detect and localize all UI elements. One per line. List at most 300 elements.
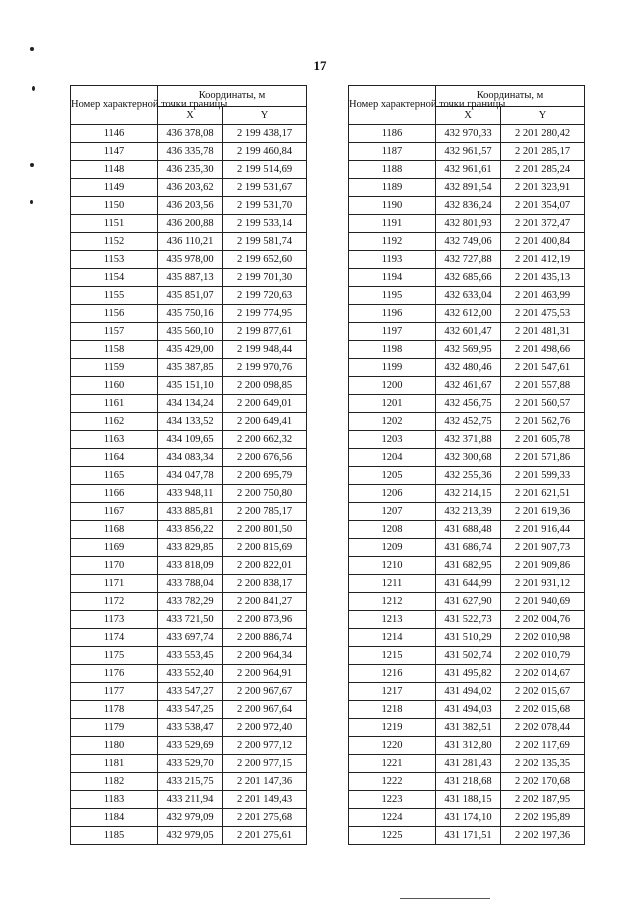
cell-x: 432 255,36 xyxy=(436,467,501,485)
cell-point-number: 1179 xyxy=(71,719,158,737)
table-row xyxy=(349,305,585,323)
cell-point-number: 1165 xyxy=(71,467,158,485)
cell-y: 2 200 750,80 xyxy=(223,485,307,503)
cell-y: 2 199 531,67 xyxy=(223,179,307,197)
cell-y: 2 202 015,68 xyxy=(501,701,585,719)
cell-point-number: 1167 xyxy=(71,503,158,521)
cell-y: 2 199 581,74 xyxy=(223,233,307,251)
cell-point-number: 1220 xyxy=(349,737,436,755)
cell-y: 2 200 649,01 xyxy=(223,395,307,413)
cell-y: 2 199 531,70 xyxy=(223,197,307,215)
table-body-right xyxy=(349,125,585,845)
cell-y: 2 201 931,12 xyxy=(501,575,585,593)
cell-x: 432 633,04 xyxy=(436,287,501,305)
header-coordinates: Координаты, м xyxy=(436,86,585,107)
coordinates-table-right xyxy=(348,85,585,845)
header-x: X xyxy=(436,107,501,125)
cell-point-number: 1172 xyxy=(71,593,158,611)
table-row xyxy=(71,449,307,467)
cell-y: 2 199 438,17 xyxy=(223,125,307,143)
cell-x: 432 461,67 xyxy=(436,377,501,395)
table-row xyxy=(71,251,307,269)
cell-y: 2 199 701,30 xyxy=(223,269,307,287)
table-row xyxy=(349,611,585,629)
cell-y: 2 202 015,67 xyxy=(501,683,585,701)
cell-y: 2 200 785,17 xyxy=(223,503,307,521)
cell-y: 2 201 475,53 xyxy=(501,305,585,323)
cell-y: 2 202 010,79 xyxy=(501,647,585,665)
header-y: Y xyxy=(223,107,307,125)
cell-point-number: 1146 xyxy=(71,125,158,143)
table-row xyxy=(71,575,307,593)
cell-y: 2 199 460,84 xyxy=(223,143,307,161)
cell-x: 432 836,24 xyxy=(436,197,501,215)
cell-y: 2 201 285,24 xyxy=(501,161,585,179)
cell-y: 2 200 967,67 xyxy=(223,683,307,701)
table-row xyxy=(71,827,307,845)
table-row xyxy=(71,647,307,665)
cell-y: 2 201 323,91 xyxy=(501,179,585,197)
cell-x: 433 856,22 xyxy=(158,521,223,539)
cell-x: 432 685,66 xyxy=(436,269,501,287)
cell-x: 432 213,39 xyxy=(436,503,501,521)
cell-y: 2 200 662,32 xyxy=(223,431,307,449)
cell-y: 2 201 435,13 xyxy=(501,269,585,287)
cell-point-number: 1224 xyxy=(349,809,436,827)
cell-y: 2 201 562,76 xyxy=(501,413,585,431)
cell-y: 2 200 098,85 xyxy=(223,377,307,395)
cell-y: 2 202 117,69 xyxy=(501,737,585,755)
cell-y: 2 201 275,68 xyxy=(223,809,307,827)
cell-x: 433 538,47 xyxy=(158,719,223,737)
cell-point-number: 1153 xyxy=(71,251,158,269)
cell-x: 434 134,24 xyxy=(158,395,223,413)
table-row xyxy=(71,701,307,719)
cell-x: 436 335,78 xyxy=(158,143,223,161)
cell-y: 2 202 004,76 xyxy=(501,611,585,629)
cell-y: 2 199 877,61 xyxy=(223,323,307,341)
cell-x: 433 885,81 xyxy=(158,503,223,521)
cell-y: 2 202 014,67 xyxy=(501,665,585,683)
cell-x: 434 109,65 xyxy=(158,431,223,449)
coordinates-table-left xyxy=(70,85,307,845)
cell-y: 2 201 149,43 xyxy=(223,791,307,809)
table-row xyxy=(71,737,307,755)
cell-y: 2 200 815,69 xyxy=(223,539,307,557)
cell-y: 2 200 822,01 xyxy=(223,557,307,575)
cell-x: 432 300,68 xyxy=(436,449,501,467)
table-row xyxy=(349,737,585,755)
cell-x: 433 547,25 xyxy=(158,701,223,719)
table-row xyxy=(349,323,585,341)
cell-point-number: 1174 xyxy=(71,629,158,647)
cell-x: 431 682,95 xyxy=(436,557,501,575)
cell-x: 436 200,88 xyxy=(158,215,223,233)
cell-x: 431 494,02 xyxy=(436,683,501,701)
cell-point-number: 1192 xyxy=(349,233,436,251)
cell-point-number: 1188 xyxy=(349,161,436,179)
cell-y: 2 200 972,40 xyxy=(223,719,307,737)
cell-point-number: 1157 xyxy=(71,323,158,341)
cell-point-number: 1202 xyxy=(349,413,436,431)
cell-y: 2 201 560,57 xyxy=(501,395,585,413)
cell-y: 2 202 170,68 xyxy=(501,773,585,791)
cell-point-number: 1169 xyxy=(71,539,158,557)
table-row xyxy=(349,449,585,467)
cell-x: 433 529,69 xyxy=(158,737,223,755)
cell-point-number: 1184 xyxy=(71,809,158,827)
cell-x: 432 801,93 xyxy=(436,215,501,233)
table-row xyxy=(349,665,585,683)
cell-point-number: 1182 xyxy=(71,773,158,791)
cell-y: 2 201 285,17 xyxy=(501,143,585,161)
cell-x: 431 686,74 xyxy=(436,539,501,557)
cell-x: 431 382,51 xyxy=(436,719,501,737)
table-row xyxy=(349,143,585,161)
cell-point-number: 1223 xyxy=(349,791,436,809)
cell-point-number: 1199 xyxy=(349,359,436,377)
cell-x: 433 547,27 xyxy=(158,683,223,701)
table-row xyxy=(71,377,307,395)
table-row xyxy=(71,215,307,233)
cell-x: 433 553,45 xyxy=(158,647,223,665)
table-row xyxy=(349,701,585,719)
cell-point-number: 1162 xyxy=(71,413,158,431)
table-row xyxy=(349,647,585,665)
cell-point-number: 1208 xyxy=(349,521,436,539)
cell-y: 2 201 619,36 xyxy=(501,503,585,521)
table-row xyxy=(71,197,307,215)
cell-point-number: 1150 xyxy=(71,197,158,215)
cell-y: 2 200 838,17 xyxy=(223,575,307,593)
table-row xyxy=(349,503,585,521)
cell-point-number: 1149 xyxy=(71,179,158,197)
cell-x: 434 133,52 xyxy=(158,413,223,431)
cell-y: 2 200 841,27 xyxy=(223,593,307,611)
footer-rule xyxy=(400,898,490,899)
cell-y: 2 201 571,86 xyxy=(501,449,585,467)
cell-x: 433 211,94 xyxy=(158,791,223,809)
table-row xyxy=(349,341,585,359)
cell-x: 435 750,16 xyxy=(158,305,223,323)
table-row xyxy=(71,773,307,791)
cell-y: 2 201 605,78 xyxy=(501,431,585,449)
cell-x: 432 891,54 xyxy=(436,179,501,197)
table-row xyxy=(349,575,585,593)
cell-x: 433 788,04 xyxy=(158,575,223,593)
cell-y: 2 201 916,44 xyxy=(501,521,585,539)
cell-x: 433 697,74 xyxy=(158,629,223,647)
table-row xyxy=(349,269,585,287)
cell-point-number: 1173 xyxy=(71,611,158,629)
table-row xyxy=(71,341,307,359)
cell-point-number: 1213 xyxy=(349,611,436,629)
cell-point-number: 1170 xyxy=(71,557,158,575)
cell-x: 436 203,62 xyxy=(158,179,223,197)
cell-y: 2 200 964,91 xyxy=(223,665,307,683)
cell-point-number: 1203 xyxy=(349,431,436,449)
cell-x: 433 782,29 xyxy=(158,593,223,611)
cell-point-number: 1160 xyxy=(71,377,158,395)
cell-y: 2 200 801,50 xyxy=(223,521,307,539)
cell-point-number: 1175 xyxy=(71,647,158,665)
table-row xyxy=(71,323,307,341)
table-row xyxy=(349,539,585,557)
cell-point-number: 1155 xyxy=(71,287,158,305)
cell-x: 431 688,48 xyxy=(436,521,501,539)
cell-point-number: 1191 xyxy=(349,215,436,233)
cell-point-number: 1168 xyxy=(71,521,158,539)
cell-point-number: 1183 xyxy=(71,791,158,809)
cell-y: 2 201 147,36 xyxy=(223,773,307,791)
table-row xyxy=(71,467,307,485)
cell-x: 432 456,75 xyxy=(436,395,501,413)
table-row xyxy=(71,719,307,737)
cell-point-number: 1190 xyxy=(349,197,436,215)
cell-point-number: 1187 xyxy=(349,143,436,161)
table-row xyxy=(71,413,307,431)
cell-x: 431 218,68 xyxy=(436,773,501,791)
table-row xyxy=(71,629,307,647)
cell-y: 2 200 873,96 xyxy=(223,611,307,629)
cell-y: 2 201 400,84 xyxy=(501,233,585,251)
cell-point-number: 1214 xyxy=(349,629,436,647)
cell-point-number: 1207 xyxy=(349,503,436,521)
cell-x: 435 560,10 xyxy=(158,323,223,341)
cell-x: 432 727,88 xyxy=(436,251,501,269)
table-row xyxy=(71,287,307,305)
table-row xyxy=(71,125,307,143)
cell-point-number: 1158 xyxy=(71,341,158,359)
cell-point-number: 1200 xyxy=(349,377,436,395)
table-row xyxy=(349,395,585,413)
table-row xyxy=(349,773,585,791)
cell-y: 2 200 977,15 xyxy=(223,755,307,773)
cell-y: 2 201 463,99 xyxy=(501,287,585,305)
cell-point-number: 1218 xyxy=(349,701,436,719)
table-row xyxy=(71,665,307,683)
cell-y: 2 199 774,95 xyxy=(223,305,307,323)
page-number: 17 xyxy=(313,58,327,73)
cell-x: 435 851,07 xyxy=(158,287,223,305)
cell-y: 2 201 940,69 xyxy=(501,593,585,611)
table-row xyxy=(71,593,307,611)
cell-y: 2 200 676,56 xyxy=(223,449,307,467)
cell-point-number: 1217 xyxy=(349,683,436,701)
cell-x: 434 047,78 xyxy=(158,467,223,485)
cell-point-number: 1219 xyxy=(349,719,436,737)
cell-point-number: 1181 xyxy=(71,755,158,773)
cell-y: 2 201 498,66 xyxy=(501,341,585,359)
table-row xyxy=(349,467,585,485)
table-row xyxy=(349,413,585,431)
cell-y: 2 200 964,34 xyxy=(223,647,307,665)
cell-y: 2 201 599,33 xyxy=(501,467,585,485)
cell-x: 431 312,80 xyxy=(436,737,501,755)
cell-point-number: 1171 xyxy=(71,575,158,593)
cell-y: 2 200 649,41 xyxy=(223,413,307,431)
table-row xyxy=(349,755,585,773)
cell-x: 433 215,75 xyxy=(158,773,223,791)
cell-x: 432 979,05 xyxy=(158,827,223,845)
cell-x: 431 188,15 xyxy=(436,791,501,809)
table-row xyxy=(349,161,585,179)
cell-x: 431 495,82 xyxy=(436,665,501,683)
cell-point-number: 1176 xyxy=(71,665,158,683)
table-row xyxy=(71,521,307,539)
cell-x: 434 083,34 xyxy=(158,449,223,467)
cell-point-number: 1206 xyxy=(349,485,436,503)
table-row xyxy=(349,485,585,503)
table-row xyxy=(71,791,307,809)
table-row xyxy=(71,305,307,323)
table-row xyxy=(349,197,585,215)
cell-y: 2 201 412,19 xyxy=(501,251,585,269)
cell-x: 431 510,29 xyxy=(436,629,501,647)
cell-point-number: 1204 xyxy=(349,449,436,467)
cell-y: 2 202 195,89 xyxy=(501,809,585,827)
cell-point-number: 1166 xyxy=(71,485,158,503)
cell-point-number: 1201 xyxy=(349,395,436,413)
cell-x: 436 235,30 xyxy=(158,161,223,179)
cell-point-number: 1156 xyxy=(71,305,158,323)
cell-point-number: 1152 xyxy=(71,233,158,251)
cell-y: 2 202 078,44 xyxy=(501,719,585,737)
header-coordinates: Координаты, м xyxy=(158,86,307,107)
cell-y: 2 201 280,42 xyxy=(501,125,585,143)
cell-point-number: 1194 xyxy=(349,269,436,287)
cell-point-number: 1164 xyxy=(71,449,158,467)
cell-x: 433 829,85 xyxy=(158,539,223,557)
table-row xyxy=(349,683,585,701)
scan-speck xyxy=(30,163,34,167)
cell-x: 432 749,06 xyxy=(436,233,501,251)
cell-x: 432 979,09 xyxy=(158,809,223,827)
cell-point-number: 1216 xyxy=(349,665,436,683)
cell-x: 435 978,00 xyxy=(158,251,223,269)
cell-x: 435 387,85 xyxy=(158,359,223,377)
cell-y: 2 201 547,61 xyxy=(501,359,585,377)
cell-y: 2 200 886,74 xyxy=(223,629,307,647)
cell-y: 2 199 514,69 xyxy=(223,161,307,179)
cell-point-number: 1209 xyxy=(349,539,436,557)
table-row xyxy=(349,287,585,305)
table-row xyxy=(349,791,585,809)
cell-point-number: 1195 xyxy=(349,287,436,305)
table-row xyxy=(71,485,307,503)
table-row xyxy=(71,395,307,413)
cell-point-number: 1185 xyxy=(71,827,158,845)
table-row xyxy=(71,161,307,179)
cell-y: 2 199 970,76 xyxy=(223,359,307,377)
table-body-left xyxy=(71,125,307,845)
cell-point-number: 1196 xyxy=(349,305,436,323)
table-row xyxy=(349,233,585,251)
cell-x: 435 887,13 xyxy=(158,269,223,287)
cell-point-number: 1161 xyxy=(71,395,158,413)
table-row xyxy=(71,143,307,161)
scan-speck xyxy=(30,47,34,51)
cell-x: 435 151,10 xyxy=(158,377,223,395)
cell-x: 436 378,08 xyxy=(158,125,223,143)
cell-point-number: 1215 xyxy=(349,647,436,665)
cell-point-number: 1147 xyxy=(71,143,158,161)
table-row xyxy=(349,215,585,233)
table-row xyxy=(71,431,307,449)
cell-y: 2 199 652,60 xyxy=(223,251,307,269)
table-row xyxy=(71,179,307,197)
cell-x: 433 721,50 xyxy=(158,611,223,629)
cell-point-number: 1148 xyxy=(71,161,158,179)
table-row xyxy=(71,611,307,629)
cell-x: 432 601,47 xyxy=(436,323,501,341)
cell-point-number: 1225 xyxy=(349,827,436,845)
cell-y: 2 200 977,12 xyxy=(223,737,307,755)
cell-point-number: 1177 xyxy=(71,683,158,701)
cell-x: 433 948,11 xyxy=(158,485,223,503)
cell-y: 2 201 275,61 xyxy=(223,827,307,845)
header-point-number: Номер характерной точки границы xyxy=(71,86,158,125)
cell-y: 2 201 557,88 xyxy=(501,377,585,395)
scan-speck xyxy=(30,200,33,204)
cell-point-number: 1210 xyxy=(349,557,436,575)
cell-x: 432 569,95 xyxy=(436,341,501,359)
cell-y: 2 201 621,51 xyxy=(501,485,585,503)
cell-y: 2 202 135,35 xyxy=(501,755,585,773)
table-row xyxy=(71,755,307,773)
table-row xyxy=(349,629,585,647)
table-row xyxy=(349,377,585,395)
cell-x: 432 612,00 xyxy=(436,305,501,323)
cell-x: 432 961,61 xyxy=(436,161,501,179)
table-row xyxy=(349,521,585,539)
cell-y: 2 201 481,31 xyxy=(501,323,585,341)
header-x: X xyxy=(158,107,223,125)
cell-point-number: 1189 xyxy=(349,179,436,197)
cell-x: 432 214,15 xyxy=(436,485,501,503)
table-row xyxy=(71,539,307,557)
cell-x: 435 429,00 xyxy=(158,341,223,359)
cell-point-number: 1154 xyxy=(71,269,158,287)
cell-y: 2 200 695,79 xyxy=(223,467,307,485)
cell-x: 432 961,57 xyxy=(436,143,501,161)
cell-y: 2 201 372,47 xyxy=(501,215,585,233)
header-y: Y xyxy=(501,107,585,125)
cell-x: 431 171,51 xyxy=(436,827,501,845)
cell-x: 432 970,33 xyxy=(436,125,501,143)
table-row xyxy=(71,557,307,575)
table-row xyxy=(349,809,585,827)
cell-x: 436 203,56 xyxy=(158,197,223,215)
cell-x: 431 502,74 xyxy=(436,647,501,665)
table-row xyxy=(71,359,307,377)
cell-y: 2 201 354,07 xyxy=(501,197,585,215)
table-row xyxy=(349,125,585,143)
table-row xyxy=(349,179,585,197)
cell-y: 2 202 010,98 xyxy=(501,629,585,647)
table-row xyxy=(349,251,585,269)
cell-point-number: 1193 xyxy=(349,251,436,269)
cell-point-number: 1221 xyxy=(349,755,436,773)
cell-x: 431 281,43 xyxy=(436,755,501,773)
cell-y: 2 199 533,14 xyxy=(223,215,307,233)
cell-y: 2 199 720,63 xyxy=(223,287,307,305)
cell-point-number: 1180 xyxy=(71,737,158,755)
table-row xyxy=(71,809,307,827)
cell-x: 433 552,40 xyxy=(158,665,223,683)
cell-x: 431 174,10 xyxy=(436,809,501,827)
cell-point-number: 1222 xyxy=(349,773,436,791)
